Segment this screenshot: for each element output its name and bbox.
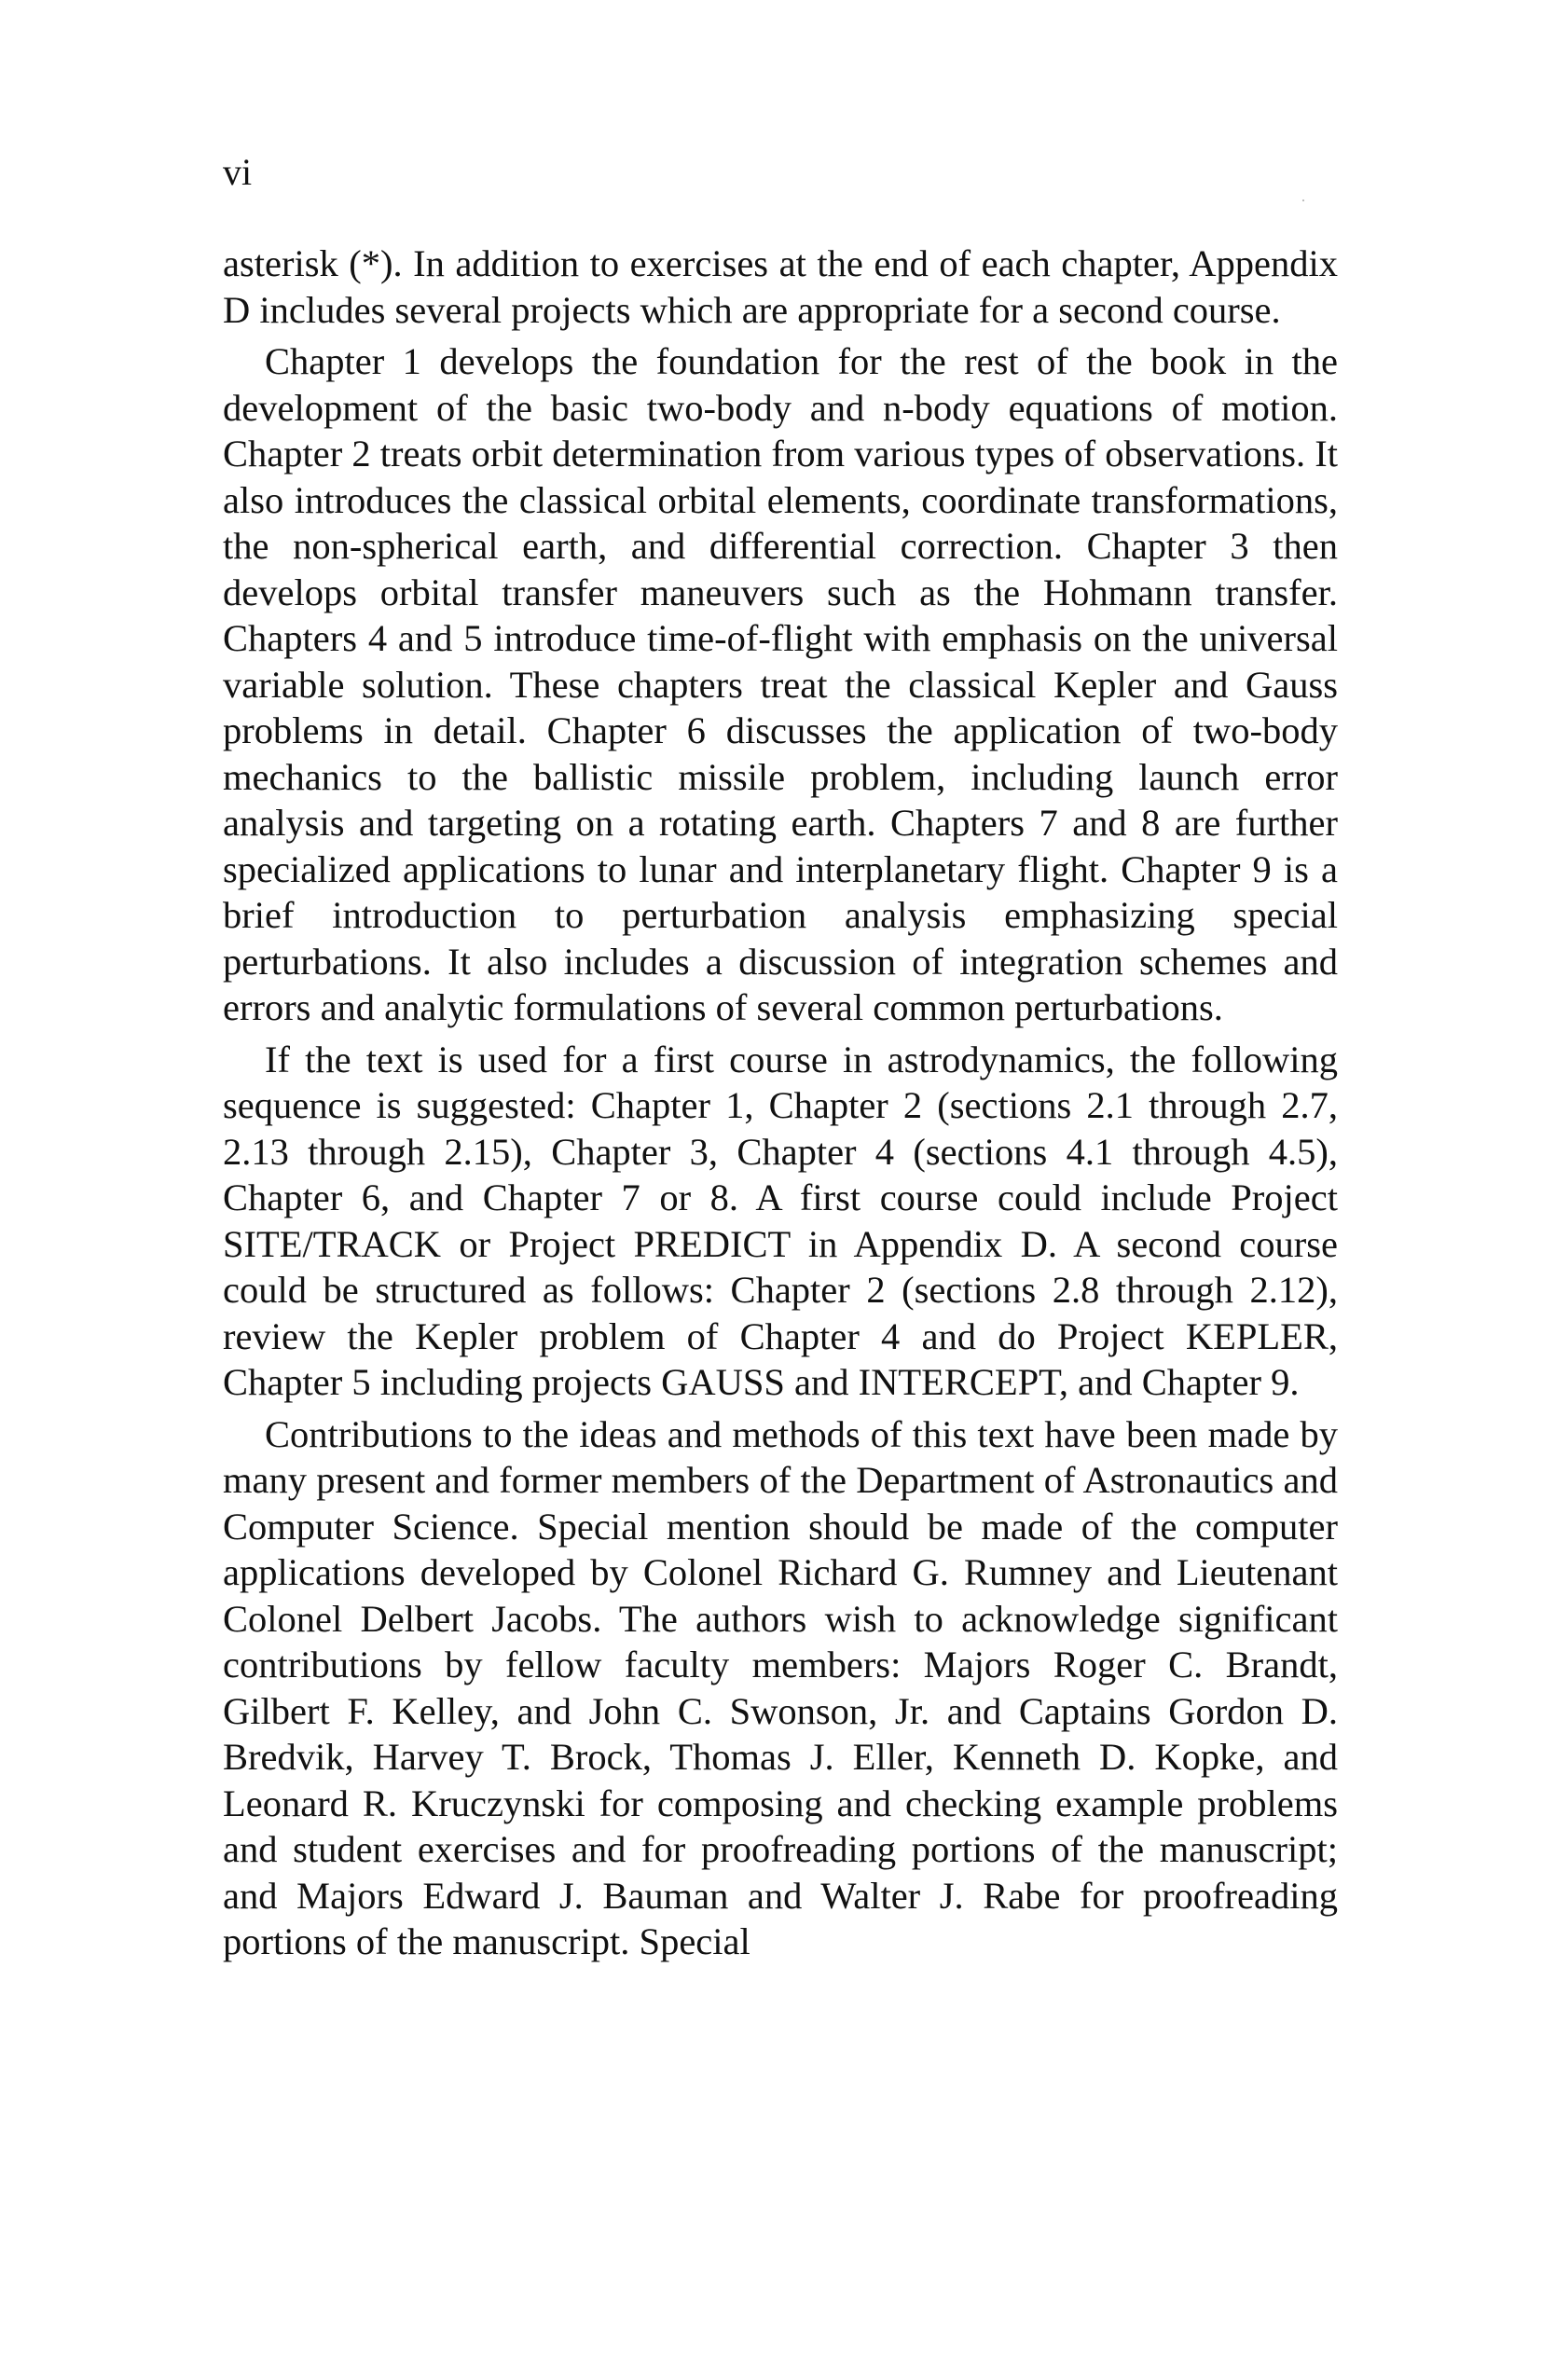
paragraph-acknowledgments: Contributions to the ideas and methods of this text have been made by many present and former members of the Department of Astronautics and Computer Science. Special mention should be made of the computer applications developed by Colonel Richard G. Rumney and Lieutenant Colonel Delbert Jacobs. The authors wish to acknowledge significant contributions by fellow faculty members: Majors Roger C. Brandt, Gilbert F. Kelley, and John C. Swonson, Jr. and Captains Gordon D. Bredvik, Harvey T. Brock, Thomas J. Eller, Kenneth D. Kopke, and Leonard R. Kruczynski for composing and checking example problems and student exercises and for proofreading portions of the manuscript; and Majors Edward J. Bauman and Walter J. Rabe for proofreading portions of the manuscript. Special — [223, 1412, 1338, 1962]
body-text — [223, 241, 1338, 1965]
page-number: vi — [223, 151, 253, 193]
paragraph-course-sequence: If the text is used for a first course in astrodynamics, the following sequence is suggested: Chapter 1, Chapter 2 (sections 2.1 through 2.7, 2.13 through 2.15), Chapter 3, Chapter 4 (sections 4.1 through 4.5), Chapter 6, and Chapter 7 or 8. A first course could include Project SITE/TRACK or Project PREDICT in Appendix D. A second course could be structured as follows: Chapter 2 (sections 2.8 through 2.12), review the Kepler problem of Chapter 4 and do Project KEPLER, Chapter 5 including projects GAUSS and INTERCEPT, and Chapter 9. — [223, 1038, 1338, 1403]
paragraph-chapter-overview: Chapter 1 develops the foundation for the rest of the book in the development of the basic two-body and n-body equations of motion. Chapter 2 treats orbit determination from various types of observations. It also introduces the classical orbital elements, coordinate transformations, the non-spherical earth, and differential correction. Chapter 3 then develops orbital transfer maneuvers such as the Hohmann transfer. Chapters 4 and 5 introduce time-of-flight with emphasis on the universal variable solution. These chapters treat the classical Kepler and Gauss problems in detail. Chapter 6 discusses the application of two-body mechanics to the ballistic missile problem, including launch error analysis and targeting on a rotating earth. Chapters 7 and 8 are further specialized applications to lunar and interplanetary flight. Chapter 9 is a brief introduction to perturbation analysis emphasizing special perturbations. It also includes a discussion of integration schemes and errors and analytic formulations of several common perturbations. — [223, 340, 1338, 1028]
paragraph-continuation: asterisk (*). In addition to exercises at the end of each chapter, Appendix D includes several projects which are appropriate for a second course. — [223, 242, 1338, 331]
scan-speck — [1302, 199, 1304, 201]
